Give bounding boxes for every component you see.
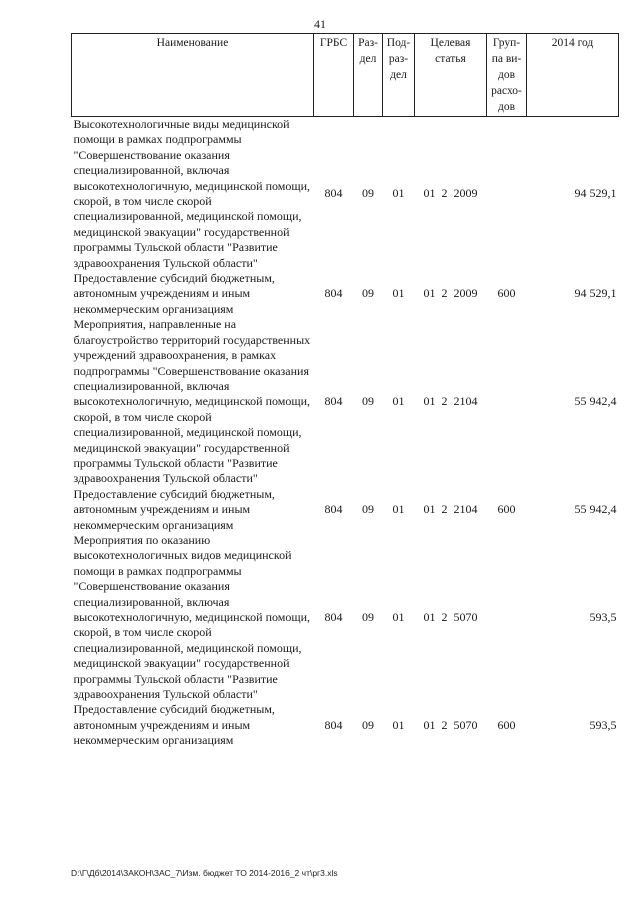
row-amount: 94 529,1 bbox=[574, 186, 617, 201]
table-row bbox=[72, 487, 619, 533]
file-path-footer: D:\Г\Дб\2014\ЗАКОН\ЗАС_7\Изм. бюджет ТО 2014-2016_2 чт\рг3.xls bbox=[71, 868, 338, 878]
table-row bbox=[72, 271, 619, 317]
row-target: 01 2 5070 bbox=[423, 610, 478, 624]
row-target: 01 2 2104 bbox=[423, 394, 478, 409]
row-razdel: 09 bbox=[362, 717, 374, 732]
row-podrazdel: 01 bbox=[392, 717, 405, 732]
row-amount: 55 942,4 bbox=[574, 502, 617, 517]
row-amount: 593,5 bbox=[589, 717, 617, 732]
table-row bbox=[72, 317, 619, 486]
row-grbs: 804 bbox=[324, 717, 343, 732]
row-name: Предоставление субсидий бюджетным, автономным учреждениям и иным некоммерческим организациям bbox=[73, 702, 275, 748]
header-row bbox=[72, 34, 619, 117]
row-razdel: 09 bbox=[362, 286, 374, 301]
row-razdel: 09 bbox=[362, 186, 374, 201]
row-group: 600 bbox=[497, 717, 516, 732]
row-group: 600 bbox=[497, 286, 516, 301]
row-target: 01 2 2009 bbox=[423, 286, 478, 301]
row-razdel: 09 bbox=[362, 394, 374, 409]
row-grbs: 804 bbox=[324, 286, 343, 301]
header-name: Наименование bbox=[72, 34, 314, 117]
row-podrazdel: 01 bbox=[392, 610, 405, 624]
row-group bbox=[487, 117, 527, 272]
header-year: 2014 год bbox=[527, 34, 619, 117]
row-name: Высокотехнологичные виды медицинской помощи в рамках подпрограммы "Совершенствование оказания специализированной, включая высокотехнологичную, медицинской помощи, скорой, в том числе скорой специализированной, медицинской помощи, медицинской эвакуации" государственной программы Тульской области "Развитие здравоохранения Тульской области" bbox=[73, 117, 311, 270]
row-grbs: 804 bbox=[324, 610, 343, 624]
row-podrazdel: 01 bbox=[392, 502, 405, 517]
row-podrazdel: 01 bbox=[392, 186, 405, 201]
header-razdel: Раз- дел bbox=[354, 34, 383, 117]
row-name: Предоставление субсидий бюджетным, автономным учреждениям и иным некоммерческим организациям bbox=[73, 271, 275, 316]
row-name: Мероприятия, направленные на благоустройство территорий государственных учреждений здравоохранения, в рамках подпрограммы "Совершенствование оказания специализированной, включая высокотехнологичную, медицинской помощи, скорой, в том числе скорой специализированной, медицинской помощи, медицинской эвакуации" государственной программы Тульской области "Развитие здравоохранения Тульской области" bbox=[73, 317, 311, 486]
budget-table bbox=[71, 33, 619, 749]
row-grbs: 804 bbox=[324, 394, 343, 409]
row-grbs: 804 bbox=[324, 186, 343, 201]
row-grbs: 804 bbox=[324, 502, 343, 517]
row-name: Предоставление субсидий бюджетным, автономным учреждениям и иным некоммерческим организациям bbox=[73, 486, 275, 532]
page-number: 41 bbox=[314, 17, 326, 31]
header-target: Целевая статья bbox=[415, 34, 487, 117]
row-amount: 94 529,1 bbox=[574, 286, 617, 301]
row-razdel: 09 bbox=[362, 610, 374, 624]
table-row bbox=[72, 533, 619, 702]
row-group bbox=[487, 533, 527, 702]
row-podrazdel: 01 bbox=[392, 394, 405, 409]
row-target: 01 2 2104 bbox=[423, 502, 478, 517]
header-grbs: ГРБС bbox=[314, 34, 354, 117]
row-target: 01 2 2009 bbox=[423, 186, 478, 201]
table-row bbox=[72, 702, 619, 748]
row-razdel: 09 bbox=[362, 502, 374, 517]
header-podrazdel: Под- раз- дел bbox=[383, 34, 415, 117]
row-group: 600 bbox=[497, 502, 516, 517]
row-amount: 593,5 bbox=[589, 610, 617, 624]
row-amount: 55 942,4 bbox=[574, 394, 617, 409]
row-group bbox=[487, 317, 527, 486]
row-target: 01 2 5070 bbox=[423, 717, 478, 732]
row-name: Мероприятия по оказанию высокотехнологичных видов медицинской помощи в рамках подпрограммы "Совершенствование оказания специализированной, включая высокотехнологичную, медицинской помощи, скорой, в том числе скорой специализированной, медицинской помощи, медицинской эвакуации" государственной программы Тульской области "Развитие здравоохранения Тульской области" bbox=[73, 532, 311, 702]
row-podrazdel: 01 bbox=[392, 286, 405, 301]
table-row bbox=[72, 117, 619, 272]
header-group: Груп- па ви- дов расхо- дов bbox=[487, 34, 527, 117]
